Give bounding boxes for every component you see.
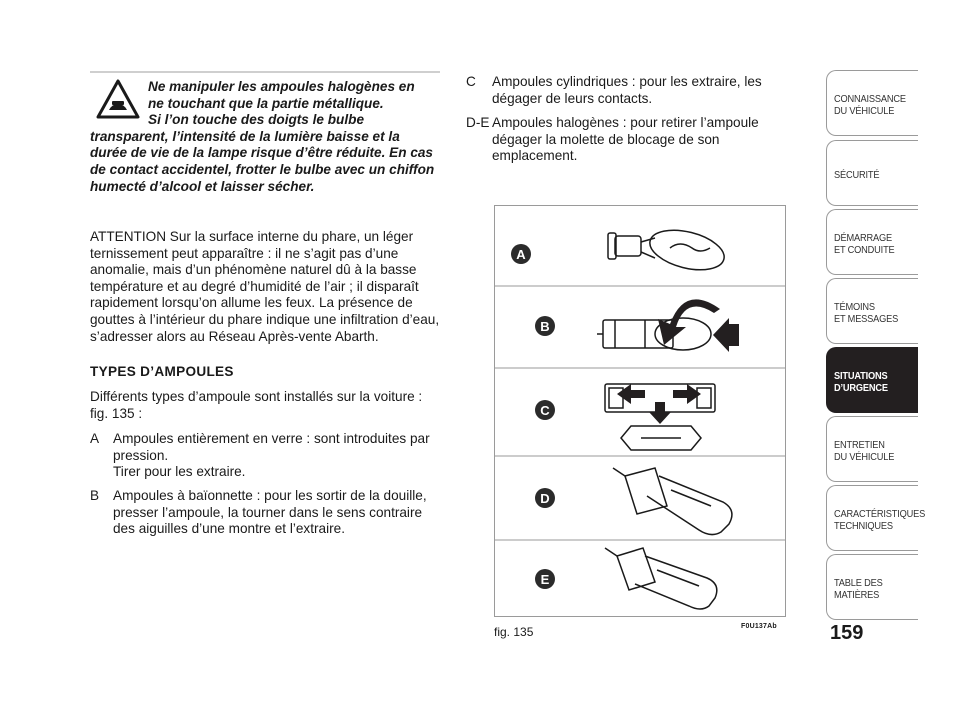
tab-demarrage[interactable] xyxy=(826,209,918,275)
figure-code: F0U137Ab xyxy=(741,623,777,630)
warning-divider xyxy=(90,71,440,73)
item-key: A xyxy=(90,431,100,446)
list-item-a xyxy=(90,431,440,481)
item-extra: Tirer pour les extraire. xyxy=(113,464,246,480)
svg-text:A: A xyxy=(516,247,526,262)
attention-paragraph: ATTENTION Sur la surface interne du phare, un léger ternissement peut apparaître : il ne s’agit pas d’une anomalie, mais d’un phénomène naturel dû à la basse température et au degré d’humidité de l’air ; il disparaît rapidement lorsqu’on allume les feux. La présence de gouttes à l’intérieur du phare indique une infiltration d’eau, s’adresser alors au Réseau Après-vente Abarth. xyxy=(90,229,440,344)
figure-caption: fig. 135 xyxy=(494,625,534,639)
item-text: Ampoules entièrement en verre : sont introduites par pression. xyxy=(113,431,430,463)
tab-entretien[interactable] xyxy=(826,416,918,482)
panel-badge-e xyxy=(535,569,555,589)
item-text: Ampoules à baïonnette : pour les sortir de la douille, presser l’ampoule, la tourner dans le sens contraire des aiguilles d’une montre et l’extraire. xyxy=(113,488,427,537)
tab-label: TÉMOINS ET MESSAGES xyxy=(834,301,899,325)
item-text: Ampoules cylindriques : pour les extraire, les dégager de leurs contacts. xyxy=(492,74,762,106)
page-number: 159 xyxy=(830,622,864,644)
bulb-illustration xyxy=(495,206,785,616)
panel-badge-b xyxy=(535,316,555,336)
tab-label: SÉCURITÉ xyxy=(834,169,880,181)
tab-label: ENTRETIEN DU VÉHICULE xyxy=(834,439,895,463)
list-item-b xyxy=(90,488,440,538)
tab-caracteristiques[interactable] xyxy=(826,485,926,551)
tab-label: CONNAISSANCE DU VÉHICULE xyxy=(834,93,906,117)
push-arrow-icon xyxy=(713,318,739,352)
svg-text:E: E xyxy=(540,572,550,587)
tab-label: CARACTÉRISTIQUES TECHNIQUES xyxy=(834,508,926,532)
tab-connaissance[interactable] xyxy=(826,70,918,136)
section-title: TYPES D’AMPOULES xyxy=(90,364,234,379)
bulb-d-icon xyxy=(613,468,732,535)
bulb-a-icon xyxy=(608,223,728,276)
types-intro: Différents types d’ampoule sont installés sur la voiture : fig. 135 : xyxy=(90,389,423,421)
list-item-c xyxy=(466,74,796,107)
bulb-b-icon xyxy=(597,318,711,350)
panel-badge-c xyxy=(535,400,555,420)
tab-label: DÉMARRAGE ET CONDUITE xyxy=(834,232,895,256)
item-key: C xyxy=(466,74,476,89)
svg-text:C: C xyxy=(540,403,550,418)
svg-text:B: B xyxy=(540,319,550,334)
bulb-e-icon xyxy=(605,548,717,609)
warning-line-1: Ne manipuler les ampoules halogènes en xyxy=(148,79,415,94)
tab-securite[interactable] xyxy=(826,140,918,206)
svg-text:D: D xyxy=(540,491,550,506)
extract-arrows-icon xyxy=(617,384,701,424)
panel-badge-d xyxy=(535,488,555,508)
warning-text xyxy=(90,79,440,195)
item-text: Ampoules halogènes : pour retirer l’ampoule dégager la molette de blocage de son emplacement. xyxy=(492,115,759,164)
bulb-figure xyxy=(494,205,786,617)
tab-label: SITUATIONS D’URGENCE xyxy=(834,370,888,394)
list-item-de xyxy=(466,115,796,165)
tab-temoins[interactable] xyxy=(826,278,918,344)
tab-table[interactable] xyxy=(826,554,918,620)
panel-badge-a xyxy=(511,244,531,264)
tab-label: TABLE DES MATIÈRES xyxy=(834,577,883,601)
warning-rest: transparent, l’intensité de la lumière baisse et la durée de vie de la lampe risque d’être réduite. En cas de contact accidentel, frotter le bulbe avec un chiffon humecté d’alcool et laisser sécher. xyxy=(90,128,435,194)
warning-line-2: ne touchant que la partie métallique. xyxy=(148,95,384,111)
item-key: D-E xyxy=(466,115,490,130)
warning-line-3: Si l’on touche des doigts le bulbe xyxy=(148,112,365,128)
tab-situations[interactable] xyxy=(826,347,918,413)
item-key: B xyxy=(90,488,100,503)
